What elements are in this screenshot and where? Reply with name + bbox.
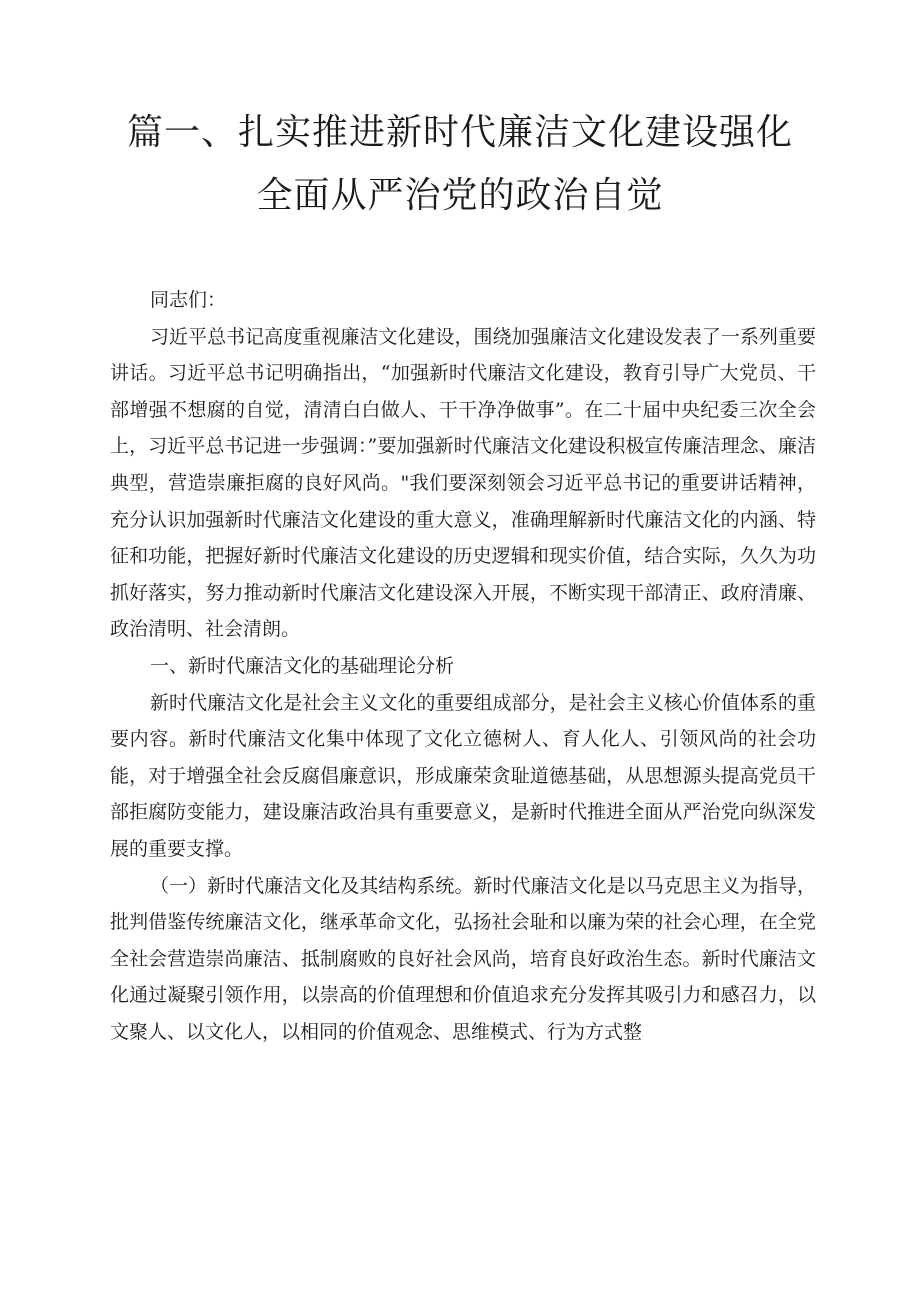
document-body [110, 282, 816, 1050]
paragraph-subsection-1: （一）新时代廉洁文化及其结构系统。新时代廉洁文化是以马克思主义为指导，批判借鉴传统廉洁文化，继承革命文化，弘扬社会耻和以廉为荣的社会心理，在全党全社会营造崇尚廉洁、抵制腐败的良好社会风尚，培育良好政治生态。新时代廉洁文化通过凝聚引领作用，以崇高的价值理想和价值追求充分发挥其吸引力和感召力，以文聚人、以文化人，以相同的价值观念、思维模式、行为方式整 [110, 874, 816, 1043]
paragraph-section-1: 新时代廉洁文化是社会主义文化的重要组成部分，是社会主义核心价值体系的重要内容。新时代廉洁文化集中体现了文化立德树人、育人化人、引领风尚的社会功能，对于增强全社会反腐倡廉意识，形成廉荣贪耻道德基础，从思想源头提高党员干部拒腐防变能力，建设廉洁政治具有重要意义，是新时代推进全面从严治党向纵深发展的重要支撑。 [110, 691, 816, 860]
greeting: 同志们： [150, 289, 227, 311]
document-title-line1: 篇一、扎实推进新时代廉洁文化建设强化 [126, 112, 793, 153]
document-title-line2: 全面从严治党的政治自觉 [256, 175, 664, 216]
paragraph-intro: 习近平总书记高度重视廉洁文化建设，围绕加强廉洁文化建设发表了一系列重要讲话。习近平总书记明确指出，“加强新时代廉洁文化建设，教育引导广大党员、干部增强不想腐的自觉，清清白白做人、干干净净做事”。在二十届中央纪委三次全会上，习近平总书记进一步强调：”要加强新时代廉洁文化建设积极宣传廉洁理念、廉洁典型，营造崇廉拒腐的良好风尚。"我们要深刻领会习近平总书记的重要讲话精神，充分认识加强新时代廉洁文化建设的重大意义，准确理解新时代廉洁文化的内涵、特征和功能，把握好新时代廉洁文化建设的历史逻辑和现实价值，结合实际，久久为功抓好落实，努力推动新时代廉洁文化建设深入开展，不断实现干部清正、政府清廉、政治清明、社会清朗。 [110, 325, 816, 641]
section-heading: 一、新时代廉洁文化的基础理论分析 [150, 654, 455, 677]
